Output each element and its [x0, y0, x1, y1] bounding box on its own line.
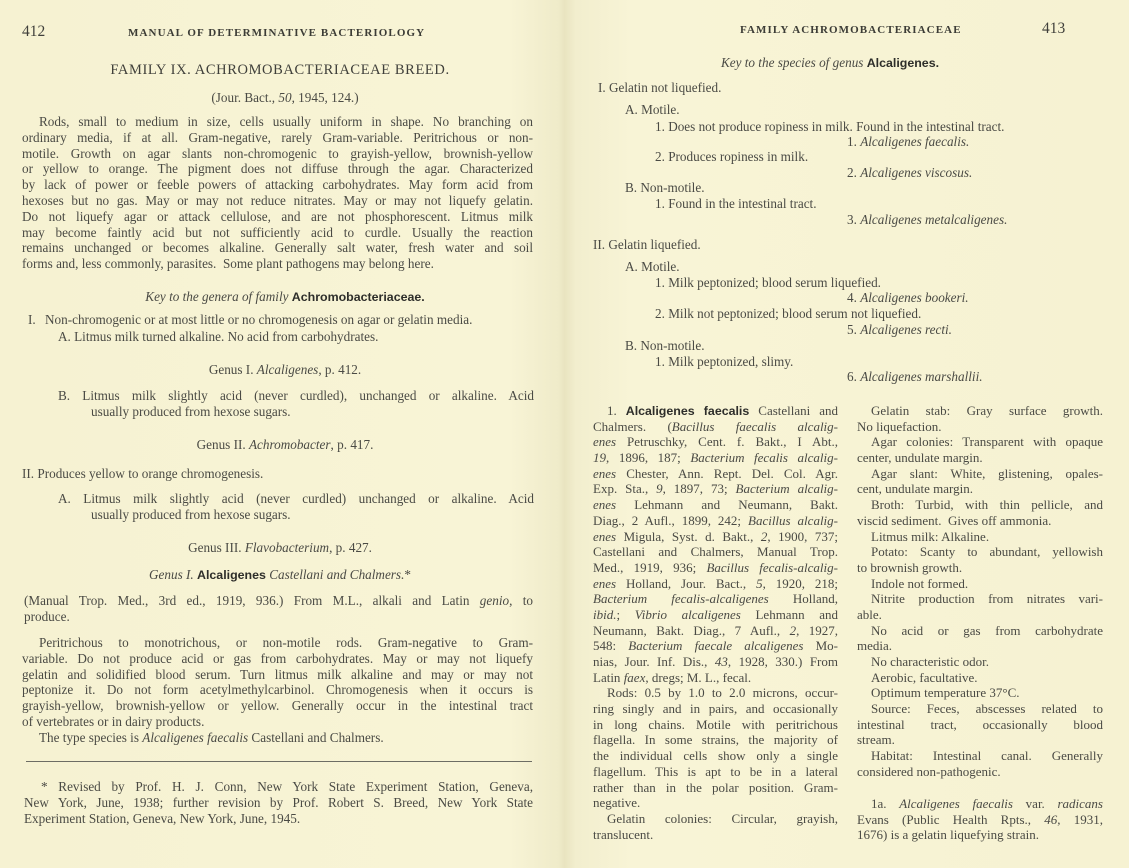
text-line — [593, 670, 838, 686]
text-run: intestinal tract, occasionally blood — [857, 716, 1103, 732]
species-1 — [847, 134, 969, 150]
key-IIA2: 2. Milk not peptonized; blood serum not liquefied. — [655, 306, 922, 321]
text-run: Agar slant: White, glistening, opales- — [871, 465, 1103, 481]
italic-run: faex — [623, 669, 646, 685]
text-line — [24, 811, 533, 827]
key-II-text: II. Produces yellow to orange chromogenesis. — [22, 466, 264, 481]
text-run: media. — [857, 638, 893, 654]
paragraph — [857, 544, 1103, 575]
text-line — [857, 670, 1103, 686]
text-run: , dregs; M. L., fecal. — [645, 669, 752, 685]
text-run: or yellow to orange. The pigment does not diffuse through the agar. Characterized — [22, 161, 533, 177]
text-line — [593, 623, 838, 639]
italic-run: Alcaligenes marshallii. — [860, 369, 983, 384]
genus-1-ref — [0, 362, 570, 378]
text-run: variable. Do not produce acid or gas from carbohydrates. May or may not liquefy — [22, 650, 533, 666]
italic-run: 19 — [593, 450, 606, 466]
key-IA: A. Motile. — [625, 102, 680, 117]
text-run: Holland, — [768, 591, 838, 607]
text-run: , to — [509, 593, 533, 608]
text-run: Genus II. — [196, 437, 249, 452]
italic-run: Bacterium faecale alcaligenes — [628, 638, 804, 654]
text-run: nias, Jour. Inf. Dis., — [593, 654, 715, 669]
bold-run: Alcaligenes — [197, 568, 266, 582]
paragraph — [857, 670, 1103, 686]
text-line — [593, 560, 838, 576]
text-line — [22, 256, 533, 272]
paragraph — [593, 811, 838, 842]
text-run: 1676) is a gelatin liquefying strain. — [857, 827, 1039, 843]
text-run: 1. — [847, 134, 861, 149]
italic-run: enes — [593, 465, 617, 481]
text-line — [22, 698, 533, 714]
text-line — [593, 701, 838, 717]
text-line — [593, 717, 838, 733]
italic-run: enes — [593, 575, 617, 591]
text-line — [857, 560, 1103, 576]
text-line — [593, 497, 838, 513]
text-run: by lack of power or feeble powers of attacking carbohydrates. May form acid from — [22, 177, 533, 193]
text-line — [22, 635, 533, 651]
text-line — [593, 748, 838, 764]
text-run: Do not liquefy agar or attack cellulose, and are not phosphorescent. Litmus milk — [22, 208, 533, 224]
text-run: * Revised by Prof. H. J. Conn, New York State Experiment Station, Geneva, — [41, 779, 533, 794]
text-line — [593, 529, 838, 545]
genus-2-ref — [0, 437, 570, 453]
italic-run: Bacillus alcalig- — [748, 512, 838, 528]
text-line — [593, 513, 838, 529]
running-head-left: MANUAL OF DETERMINATIVE BACTERIOLOGY — [128, 27, 426, 39]
text-line — [857, 529, 1103, 545]
text-line — [857, 717, 1103, 733]
variety-note — [857, 796, 1103, 843]
text-run: , 1945, 124.) — [291, 90, 359, 105]
italic-run: 5 — [756, 575, 763, 591]
text-line — [22, 209, 533, 225]
bold-run: Alcaligenes. — [866, 56, 940, 70]
italic-run: Alcaligenes recti. — [860, 322, 952, 337]
text-run: hexoses but no gas. May or may not reduce nitrates. May or may not liquefy gelatin. — [22, 192, 533, 208]
text-line — [22, 730, 533, 746]
paragraph — [857, 591, 1103, 622]
text-run: ; — [616, 606, 635, 622]
text-run: of vertebrates or in dairy products. — [22, 713, 205, 729]
text-run: 2. — [847, 165, 861, 180]
text-line — [593, 685, 838, 701]
text-line — [593, 607, 838, 623]
family-citation — [0, 90, 570, 106]
species-6 — [847, 369, 983, 385]
italic-run: Key to the species of genus — [720, 55, 867, 70]
text-line — [22, 225, 533, 241]
genus-heading — [0, 567, 560, 584]
paragraph — [857, 403, 1103, 434]
key-IB-line1: B. Litmus milk slightly acid (never curdled), unchanged or alkaline. Acid — [58, 388, 534, 403]
text-line — [24, 593, 533, 609]
text-line — [593, 450, 838, 466]
key-IIB1: 1. Milk peptonized, slimy. — [655, 354, 794, 369]
key-IIA-line1: A. Litmus milk slightly acid (never curdled) unchanged or alkaline. Acid — [58, 491, 534, 506]
text-run: cent, undulate margin. — [857, 481, 974, 497]
text-line — [593, 591, 838, 607]
species-2 — [847, 165, 972, 181]
text-run: Gelatin stab: Gray surface growth. — [871, 403, 1103, 418]
bold-run: Achromobacteriaceae. — [291, 290, 425, 304]
text-line — [593, 466, 838, 482]
key-I-label: I. — [28, 312, 36, 327]
paragraph — [22, 114, 533, 272]
text-run: , 1896, 187; — [606, 450, 691, 466]
italic-run: Alcaligenes faecalis — [142, 729, 249, 745]
text-run: considered non-pathogenic. — [857, 763, 1001, 779]
text-line — [22, 651, 533, 667]
text-run: , p. 427. — [329, 540, 372, 555]
paragraph — [857, 701, 1103, 748]
text-run: forms and, less commonly, parasites. Some plant pathogens may belong here. — [22, 256, 434, 272]
text-line — [593, 795, 838, 811]
text-line — [593, 576, 838, 592]
italic-run: enes — [593, 434, 617, 450]
paragraph — [857, 576, 1103, 592]
text-run: negative. — [593, 795, 641, 811]
text-run: (Manual Trop. Med., 3rd ed., 1919, 936.) From M.L., alkali and Latin — [24, 593, 480, 608]
text-run: 4. — [847, 290, 861, 305]
text-line — [857, 623, 1103, 639]
text-line — [22, 146, 533, 162]
text-run: Peritrichous to monotrichous, or non-motile rods. Gram-negative to Gram- — [39, 635, 533, 650]
text-run: , 1927, — [796, 622, 838, 638]
text-line — [24, 609, 533, 625]
page-number-right: 413 — [1042, 20, 1066, 37]
text-run: , 1931, — [1057, 811, 1103, 827]
text-run: peptonize it. Do not form acetylmethylcarbinol. Chromogenesis when it occurs is — [22, 682, 533, 698]
text-run: may become faintly acid but not sufficiently acid to curdle. Usually the reaction — [22, 224, 533, 240]
text-line — [857, 591, 1103, 607]
italic-run: Bacterium alcalig- — [735, 481, 838, 497]
key-IB1: 1. Found in the intestinal tract. — [655, 196, 817, 211]
text-run: 5. — [847, 322, 861, 337]
text-line — [857, 450, 1103, 466]
italic-run: Bacillus faecalis alcalig- — [671, 418, 838, 434]
text-line — [857, 732, 1103, 748]
text-run: , 1920, 218; — [762, 575, 838, 591]
key-IIA: A. Motile. — [625, 259, 680, 274]
text-run: ring singly and in pairs, and occasionally — [593, 701, 838, 717]
text-line — [593, 654, 838, 670]
text-run: Genus I. — [208, 362, 257, 377]
italic-run: Bacterium fecalis-alcaligenes — [593, 591, 769, 607]
text-line — [857, 481, 1103, 497]
text-line — [857, 654, 1103, 670]
text-run: center, undulate margin. — [857, 450, 983, 466]
text-run: Litmus milk: Alkaline. — [871, 528, 990, 544]
italic-run: 2 — [789, 622, 797, 638]
text-run: No liquefaction. — [857, 418, 942, 434]
paragraph — [857, 654, 1103, 670]
text-run: Rods: 0.5 by 1.0 to 2.0 microns, occur- — [607, 685, 838, 701]
footnote-divider — [26, 761, 532, 762]
text-run: Agar colonies: Transparent with opaque — [871, 434, 1103, 450]
text-line — [24, 795, 533, 811]
text-line — [593, 780, 838, 796]
text-line — [857, 812, 1103, 828]
text-run: Castellani and — [749, 403, 839, 418]
text-run: Lehmann and Neumann, Bakt. — [616, 497, 838, 513]
italic-run: enes — [593, 528, 617, 544]
text-run: 1. — [607, 403, 626, 418]
text-run: gelatin and solidified blood serum. Turn litmus milk alkaline and may or may not — [22, 666, 533, 682]
key-IB-line2: usually produced from hexose sugars. — [91, 404, 291, 419]
text-run: , p. 412. — [318, 362, 362, 377]
text-run: , 1900, 737; — [767, 528, 838, 544]
footnote — [24, 779, 533, 826]
text-run: Holland, Jour. Bact., — [616, 575, 757, 591]
text-line — [22, 240, 533, 256]
key-II: II. Gelatin liquefied. — [593, 237, 701, 252]
text-line — [857, 748, 1103, 764]
key-IIB: B. Non-motile. — [625, 338, 705, 353]
text-run: stream. — [857, 732, 895, 748]
text-run: New York, June, 1938; further revision by Prof. Robert S. Breed, New York State — [24, 794, 533, 810]
text-line — [593, 434, 838, 450]
text-line — [22, 177, 533, 193]
text-run: Nitrite production from nitrates vari- — [871, 591, 1103, 607]
text-run: Source: Feces, abscesses related to — [871, 701, 1103, 717]
text-run: The type species is — [39, 729, 143, 745]
text-run: flagella. In some strains, the majority of — [593, 732, 838, 748]
paragraph — [24, 779, 533, 826]
page-number-left: 412 — [22, 23, 46, 40]
text-line — [593, 638, 838, 654]
text-line — [857, 638, 1103, 654]
paragraph — [857, 497, 1103, 528]
species-description-column-left — [593, 403, 838, 842]
paragraph — [857, 529, 1103, 545]
text-line — [857, 497, 1103, 513]
text-run: var. — [1012, 796, 1058, 811]
text-line — [857, 434, 1103, 450]
key-I: I. Gelatin not liquefied. — [598, 80, 722, 95]
italic-run: Bacterium fecalis alcalig- — [690, 450, 838, 466]
paragraph — [857, 748, 1103, 779]
text-line — [857, 419, 1103, 435]
text-line — [857, 764, 1103, 780]
text-line — [22, 161, 533, 177]
text-line — [857, 403, 1103, 419]
text-line — [593, 764, 838, 780]
text-run: Castellani and Chalmers. — [248, 729, 384, 745]
paragraph — [857, 434, 1103, 465]
text-line — [593, 419, 838, 435]
text-run: Broth: Turbid, with thin pellicle, and — [871, 497, 1103, 513]
text-run: 3. — [847, 212, 861, 227]
italic-run: Flavobacterium — [244, 540, 330, 555]
italic-run: Achromobacter — [248, 437, 331, 452]
text-run: in long chains. Motile with peritrichous — [593, 716, 838, 732]
text-line — [22, 130, 533, 146]
text-run: Experiment Station, Geneva, New York, June, 1945. — [24, 810, 301, 826]
italic-run: Key to the genera of family — [145, 289, 292, 304]
species-description-column-right — [857, 403, 1103, 780]
text-run: Habitat: Intestinal canal. Generally — [871, 748, 1103, 764]
genus-description — [22, 635, 533, 746]
text-line — [22, 682, 533, 698]
text-line — [857, 827, 1103, 843]
paragraph — [857, 623, 1103, 654]
italic-run: Alcaligenes faecalis. — [860, 134, 970, 149]
genus-3-ref — [0, 540, 560, 556]
italic-run: radicans — [1057, 796, 1103, 811]
text-run: the individual cells show only a single — [593, 748, 838, 764]
family-description — [22, 114, 533, 272]
key-IIA1: 1. Milk peptonized; blood serum liquefied. — [655, 275, 881, 290]
species-5 — [847, 322, 952, 338]
text-run: Gelatin colonies: Circular, grayish, — [607, 810, 838, 826]
species-3 — [847, 212, 1007, 228]
text-run: Rods, small to medium in size, cells usually uniform in shape. No branching on — [39, 114, 533, 129]
text-run: Aerobic, facultative. — [871, 669, 978, 685]
family-title: FAMILY IX. ACHROMOBACTERIACEAE BREED. — [110, 62, 450, 78]
text-line — [22, 667, 533, 683]
italic-run: 43 — [714, 654, 728, 669]
italic-run: enes — [593, 497, 617, 513]
text-run: viscid sediment. Gives off ammonia. — [857, 512, 1052, 528]
text-line — [857, 466, 1103, 482]
italic-run: 2 — [760, 528, 768, 544]
italic-run: Alcaligenes bookeri. — [860, 290, 969, 305]
text-run: Indole not formed. — [871, 575, 969, 591]
text-run: , 1897, 73; — [662, 481, 736, 497]
text-line — [593, 544, 838, 560]
italic-run: ibid. — [593, 606, 617, 622]
text-run: * — [404, 567, 411, 582]
text-run: to brownish growth. — [857, 559, 963, 575]
text-run: motile. Growth on agar slants non-chromogenic to grayish-yellow, brownish-yellow — [22, 145, 533, 161]
text-line — [857, 576, 1103, 592]
text-run: rather than in the polar position. Gram- — [593, 779, 838, 795]
text-run: Optimum temperature 37°C. — [871, 685, 1020, 701]
text-run: flagellum. This is apt to be in a lateral — [593, 763, 838, 779]
text-run: Migula, Syst. d. Bakt., — [616, 528, 761, 544]
paragraph — [22, 730, 533, 746]
italic-run: Alcaligenes faecalis — [899, 796, 1013, 811]
text-run: Exp. Sta., — [593, 481, 657, 497]
genera-key-heading — [0, 289, 570, 306]
text-line — [857, 796, 1103, 812]
text-run: No characteristic odor. — [871, 654, 990, 669]
text-run: able. — [857, 606, 882, 622]
text-line — [593, 481, 838, 497]
text-line — [857, 685, 1103, 701]
text-run: , 1928, 330.) From — [727, 654, 838, 669]
key-IB: B. Non-motile. — [625, 180, 705, 195]
text-run: 1a. — [871, 796, 900, 811]
text-run: , p. 417. — [330, 437, 374, 452]
text-run: 548: — [593, 638, 629, 654]
key-IA-text: A. Litmus milk turned alkaline. No acid from carbohydrates. — [58, 329, 379, 344]
paragraph — [24, 593, 533, 625]
italic-run: 50 — [278, 90, 292, 105]
text-line — [22, 193, 533, 209]
text-line — [22, 114, 533, 130]
italic-run: Alcaligenes viscosus. — [860, 165, 973, 180]
text-run: Lehmann and — [740, 606, 838, 622]
text-run: 6. — [847, 369, 861, 384]
text-run: Med., 1919, 936; — [593, 559, 707, 575]
species-key-heading — [570, 55, 1090, 72]
paragraph — [593, 685, 838, 811]
text-run: Petruschky, Cent. f. Bakt., I Abt., — [616, 434, 838, 450]
paragraph — [593, 403, 838, 685]
italic-run: Castellani and Chalmers. — [265, 567, 405, 582]
text-run: Latin — [593, 669, 624, 685]
text-run: grayish-yellow, brownish-yellow or yellow. Generally occur in the intestinal tract — [22, 698, 533, 714]
text-run: Neumann, Bakt. Diag., 7 Aufl., — [593, 622, 790, 638]
text-line — [857, 544, 1103, 560]
key-IA1: 1. Does not produce ropiness in milk. Found in the intestinal tract. — [655, 119, 1005, 134]
text-run: Castellani and Chalmers, Manual Trop. — [593, 544, 838, 560]
text-run: produce. — [24, 608, 70, 624]
paragraph — [857, 685, 1103, 701]
italic-run: Genus I. — [149, 567, 198, 582]
text-run: (Jour. Bact., — [211, 90, 279, 105]
text-line — [593, 732, 838, 748]
text-line — [593, 827, 838, 843]
text-line — [857, 701, 1103, 717]
italic-run: genio — [479, 593, 510, 608]
text-line — [857, 513, 1103, 529]
italic-run: Bacillus fecalis-alcalig- — [706, 559, 838, 575]
text-run: No acid or gas from carbohydrate — [871, 622, 1103, 638]
genus-citation — [24, 593, 533, 625]
italic-run: Alcaligenes metalcaligenes. — [860, 212, 1008, 227]
paragraph — [857, 466, 1103, 497]
bold-run: Alcaligenes faecalis — [625, 404, 750, 418]
text-run: Diag., 2 Aufl., 1899, 242; — [593, 512, 748, 528]
italic-run: 9 — [656, 481, 663, 497]
text-line — [593, 403, 838, 419]
italic-run: Vibrio alcaligenes — [634, 606, 741, 622]
text-run: Genus III. — [188, 540, 245, 555]
text-run: ordinary media, if at all. Gram-negative, rarely Gram-variable. Peritrichous or non- — [22, 129, 533, 145]
text-run: Mo- — [803, 638, 838, 654]
text-line — [24, 779, 533, 795]
text-run: Evans (Public Health Rpts., — [857, 811, 1045, 827]
text-line — [22, 714, 533, 730]
paragraph — [22, 635, 533, 730]
paragraph — [857, 796, 1103, 843]
running-head-right: FAMILY ACHROMOBACTERIACEAE — [740, 24, 962, 36]
key-IA2: 2. Produces ropiness in milk. — [655, 149, 809, 164]
species-4 — [847, 290, 969, 306]
text-line — [593, 811, 838, 827]
text-run: Chester, Ann. Rept. Del. Col. Agr. — [616, 465, 838, 481]
italic-run: 46 — [1044, 811, 1058, 827]
key-IIA-line2: usually produced from hexose sugars. — [91, 507, 291, 522]
text-run: translucent. — [593, 826, 654, 842]
italic-run: Alcaligenes — [256, 362, 319, 377]
text-run: remains unchanged or becomes alkaline. Generally salt water, fresh water and soil — [22, 240, 533, 256]
text-line — [857, 607, 1103, 623]
key-I-text: Non-chromogenic or at most little or no chromogenesis on agar or gelatin media. — [45, 312, 473, 327]
text-run: Potato: Scanty to abundant, yellowish — [871, 544, 1103, 560]
text-run: Chalmers. ( — [593, 418, 672, 434]
